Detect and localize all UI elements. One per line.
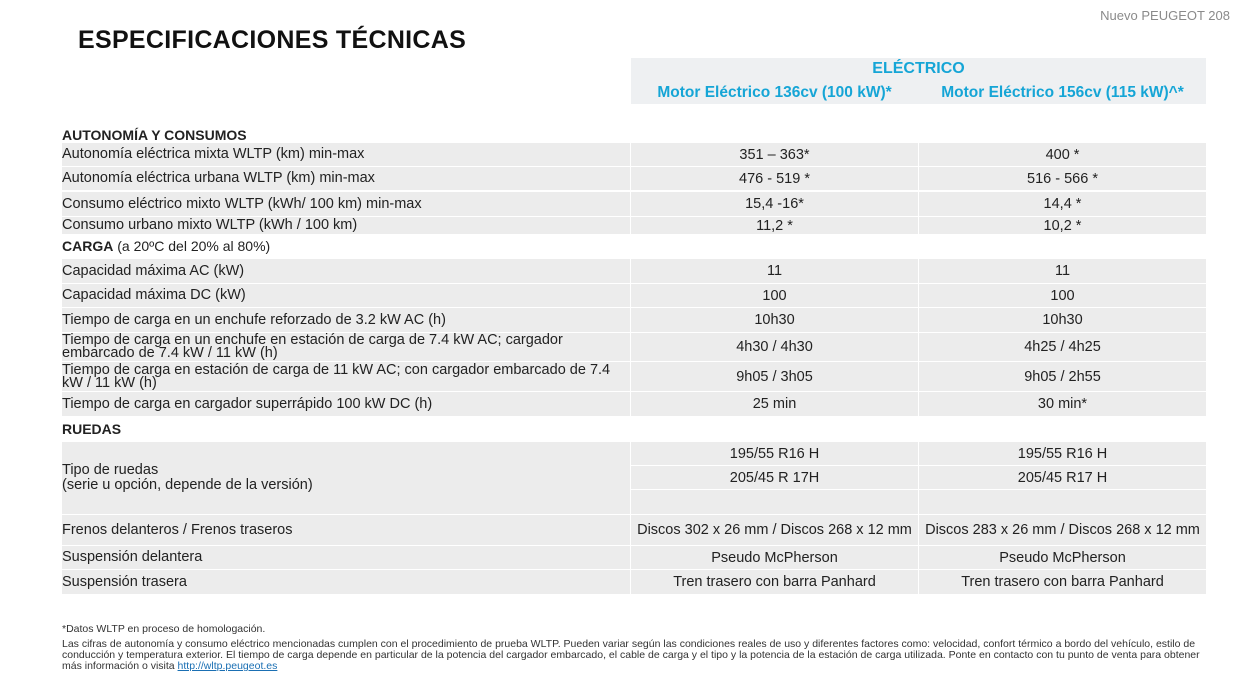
row-value-136: 4h30 / 4h30 — [631, 333, 918, 361]
page-title: ESPECIFICACIONES TÉCNICAS — [78, 26, 467, 54]
row-value-136: Tren trasero con barra Panhard — [631, 570, 918, 594]
section-carga-note: (a 20ºC del 20% al 80%) — [113, 238, 271, 254]
header-col-156cv: Motor Eléctrico 156cv (115 kW)^* — [941, 84, 1184, 101]
row-value-136: 100 — [631, 284, 918, 307]
row-label: Suspensión delantera — [62, 546, 630, 569]
row-value-136: 10h30 — [631, 308, 918, 332]
row-value-136: 195/55 R16 H — [631, 442, 918, 465]
row-label: Tiempo de carga en un enchufe reforzado de 3.2 kW AC (h) — [62, 308, 630, 332]
row-value-156: 9h05 / 2h55 — [919, 362, 1206, 391]
row-value-156: 400 * — [919, 143, 1206, 166]
row-value-136: 9h05 / 3h05 — [631, 362, 918, 391]
row-label: Consumo eléctrico mixto WLTP (kWh/ 100 km) min-max — [62, 192, 630, 216]
row-value-156: Discos 283 x 26 mm / Discos 268 x 12 mm — [919, 515, 1206, 545]
row-value-156: 516 - 566 * — [919, 167, 1206, 190]
row-label: Consumo urbano mixto WLTP (kWh / 100 km) — [62, 217, 630, 234]
row-label-tipo-ruedas — [62, 442, 630, 514]
row-label: Tiempo de carga en cargador superrápido 100 kW DC (h) — [62, 392, 630, 416]
row-value-156: 4h25 / 4h25 — [919, 333, 1206, 361]
tipo-ruedas-label: Tipo de ruedas — [62, 462, 159, 478]
row-value-156: Tren trasero con barra Panhard — [919, 570, 1206, 594]
row-value-136: 205/45 R 17H — [631, 466, 918, 489]
row-label: Autonomía eléctrica urbana WLTP (km) min-max — [62, 167, 630, 190]
header-col-136cv: Motor Eléctrico 136cv (100 kW)* — [657, 84, 892, 101]
row-value-136: 476 - 519 * — [631, 167, 918, 190]
row-value-empty — [631, 490, 918, 514]
row-value-136: 15,4 -16* — [631, 192, 918, 216]
row-value-156: 100 — [919, 284, 1206, 307]
footnote-wltp: *Datos WLTP en proceso de homologación. — [62, 623, 266, 635]
brand-label: Nuevo PEUGEOT 208 — [1100, 8, 1230, 23]
header-group-electrico: ELÉCTRICO — [872, 60, 965, 77]
row-label: Autonomía eléctrica mixta WLTP (km) min-max — [62, 143, 630, 166]
row-value-136: 11,2 * — [631, 217, 918, 234]
row-label: Tiempo de carga en estación de carga de 11 kW AC; con cargador embarcado de 7.4 kW / 11 kW (h) — [62, 362, 630, 391]
row-value-136: 11 — [631, 259, 918, 283]
row-value-136: Pseudo McPherson — [631, 546, 918, 569]
row-label: Capacidad máxima AC (kW) — [62, 259, 630, 283]
section-autonomia: AUTONOMÍA Y CONSUMOS — [62, 127, 247, 143]
row-value-156: Pseudo McPherson — [919, 546, 1206, 569]
footnote-disclaimer — [62, 639, 1212, 672]
row-value-156: 195/55 R16 H — [919, 442, 1206, 465]
tipo-ruedas-sublabel: (serie u opción, depende de la versión) — [62, 477, 313, 493]
section-ruedas: RUEDAS — [62, 421, 122, 437]
disclaimer-text: Las cifras de autonomía y consumo eléctrico mencionadas cumplen con el procedimiento de prueba WLTP. Pueden variar según las condiciones reales de uso y diferentes factores como: velocidad, confort térmico a bordo del vehículo, estilo de conducción y temperatura exterior. El tiempo de carga depende en particular de la potencia del cargador embarcado, el cable de carga y el tipo y la potencia de la estación de carga utilizada. Ponte en contacto con tu punto de venta para obtener más información o visita — [62, 638, 1200, 672]
row-value-156: 205/45 R17 H — [919, 466, 1206, 489]
row-value-156: 10h30 — [919, 308, 1206, 332]
row-value-156: 11 — [919, 259, 1206, 283]
row-value-156: 30 min* — [919, 392, 1206, 416]
row-label: Suspensión trasera — [62, 570, 630, 594]
row-value-156: 14,4 * — [919, 192, 1206, 216]
wltp-link[interactable]: http://wltp.peugeot.es — [177, 660, 278, 672]
footnotes — [62, 624, 1212, 672]
row-value-empty — [919, 490, 1206, 514]
section-carga: CARGA (a 20ºC del 20% al 80%) — [62, 238, 271, 254]
row-value-156: 10,2 * — [919, 217, 1206, 234]
row-value-136: 351 – 363* — [631, 143, 918, 166]
row-value-136: Discos 302 x 26 mm / Discos 268 x 12 mm — [631, 515, 918, 545]
row-label: Frenos delanteros / Frenos traseros — [62, 515, 630, 545]
row-label: Capacidad máxima DC (kW) — [62, 284, 630, 307]
row-label: Tiempo de carga en un enchufe en estación de carga de 7.4 kW AC; cargador embarcado de 7.4 kW / 11 kW (h) — [62, 333, 630, 361]
row-value-136: 25 min — [631, 392, 918, 416]
